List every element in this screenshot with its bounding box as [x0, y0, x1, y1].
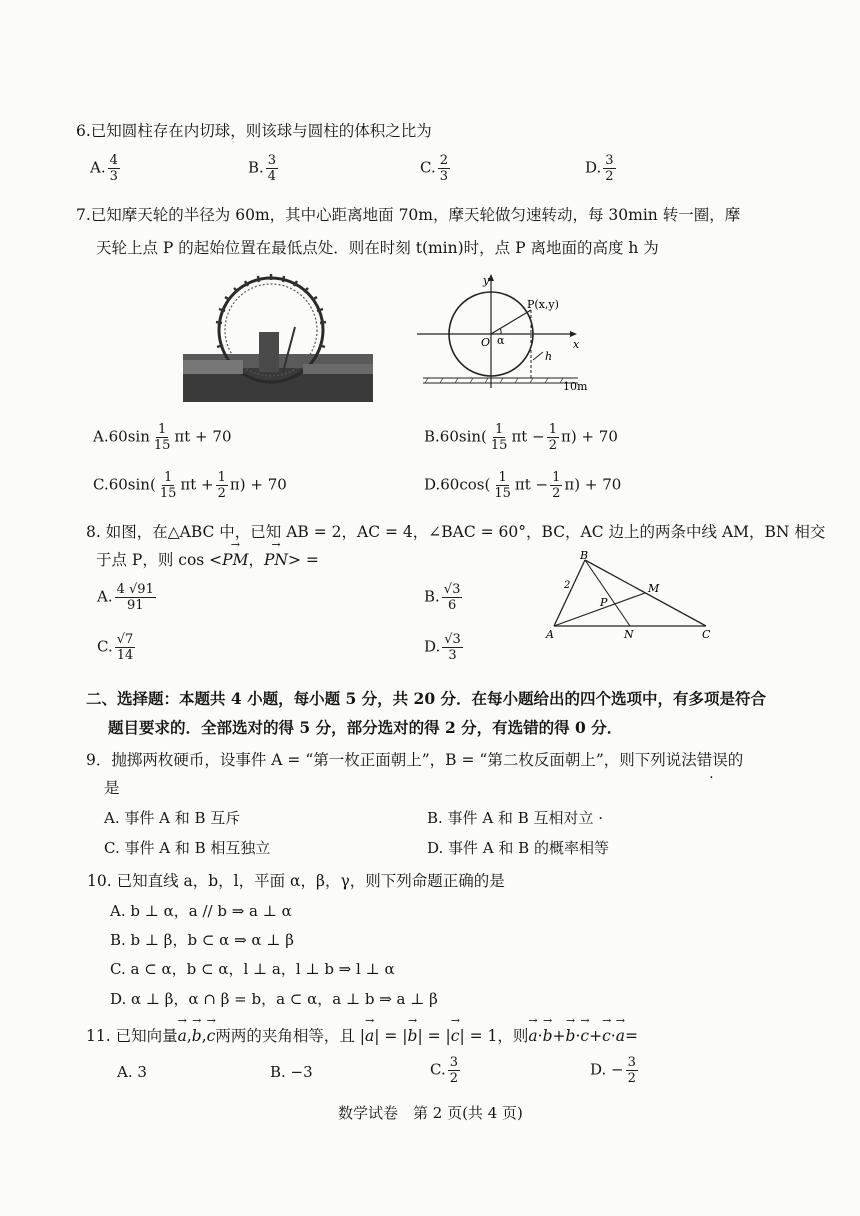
ferris-wheel-photo — [183, 272, 373, 402]
q6-stem: 6.已知圆柱存在内切球，则该球与圆柱的体积之比为 — [76, 122, 432, 140]
triangle-diagram — [540, 548, 720, 643]
q7-option-b: B.60sin( $\frac{1}{15}$ πt − $\frac{1}{2}$ π) + 70 — [424, 422, 618, 453]
q10-stem: 10. 已知直线 a，b，l，平面 α，β，γ，则下列命题正确的是 — [87, 872, 505, 890]
q7-option-c: C.60sin( $\frac{1}{15}$ πt + $\frac{1}{2}$ π) + 70 — [93, 470, 287, 501]
q6-option-b: B. $\frac{3}{4}$ — [248, 153, 277, 184]
q11-stem: 11. 已知向量→ a,→ b,→ c两两的夹角相等，且 |→ a| = |→ b| = |→ c| = 1，则→ a·→ b+→ b·→ c+→ c·→ a= — [86, 1024, 638, 1046]
q9-option-a: A. 事件 A 和 B 互斥 — [104, 809, 241, 827]
vertex-b-label: B — [580, 549, 589, 562]
q8-option-b: B. $\frac{√3}{6}$ — [424, 582, 461, 613]
q8-option-d: D. $\frac{√3}{3}$ — [424, 632, 461, 663]
point-p-label: P(x,y) — [527, 298, 559, 311]
point-n-label: N — [624, 628, 634, 641]
vertex-a-label: A — [546, 628, 554, 641]
q9-option-d: D. 事件 A 和 B 的概率相等 — [427, 839, 609, 857]
q9-option-c: C. 事件 A 和 B 相互独立 — [104, 839, 271, 857]
side-ab-label: 2 — [564, 580, 571, 591]
q6-option-d: D. $\frac{3}{2}$ — [585, 153, 614, 184]
point-p-tri-label: P — [600, 596, 608, 609]
q7-stem-line1: 7.已知摩天轮的半径为 60m，其中心距离地面 70m，摩天轮做匀速转动，每 30min 转一圈，摩 — [76, 206, 741, 224]
q7-option-d: D.60cos( $\frac{1}{15}$ πt − $\frac{1}{2}$ π) + 70 — [424, 470, 622, 501]
q8-stem-line2: 于点 P，则 cos <→ PM，→ PN> = — [96, 548, 319, 570]
point-m-label: M — [648, 582, 660, 595]
h-label: h — [545, 350, 553, 363]
q8-option-a: A. $\frac{4 √91}{91}$ — [97, 582, 154, 613]
q6-option-a: A. $\frac{4}{3}$ — [90, 153, 118, 184]
ground-label: 10m — [563, 380, 588, 393]
origin-label: O — [481, 336, 491, 349]
q9-option-b: B. 事件 A 和 B 互相对立 · — [427, 809, 604, 827]
q8-stem-line1: 8. 如图，在△ABC 中，已知 AB = 2，AC = 4，∠BAC = 60°，BC，AC 边上的两条中线 AM，BN 相交 — [86, 523, 826, 541]
q6-option-c: C. $\frac{2}{3}$ — [420, 153, 448, 184]
q10-option-c: C. a ⊂ α，b ⊂ α，l ⊥ a，l ⊥ b ⇒ l ⊥ α — [110, 960, 395, 978]
q11-option-c: C. $\frac{3}{2}$ — [430, 1055, 458, 1086]
q7-stem-line2: 天轮上点 P 的起始位置在最低点处．则在时刻 t(min)时，点 P 离地面的高度 h 为 — [96, 239, 659, 257]
vector-pn: → PN — [264, 551, 288, 569]
section2-heading-line1: 二、选择题：本题共 4 小题，每小题 5 分，共 20 分．在每小题给出的四个选项中，有多项是符合 — [86, 689, 767, 708]
q10-option-a: A. b ⊥ α，a // b ⇒ a ⊥ α — [110, 902, 292, 920]
q8-option-c: C. $\frac{√7}{14}$ — [97, 632, 134, 663]
q11-option-d: D. − $\frac{3}{2}$ — [590, 1055, 636, 1086]
y-axis-label: y — [483, 274, 490, 287]
wheel-coordinate-diagram — [413, 270, 593, 395]
q10-option-d: D. α ⊥ β，α ∩ β = b，a ⊂ α，a ⊥ b ⇒ a ⊥ β — [110, 990, 438, 1008]
q10-option-b: B. b ⊥ β，b ⊂ α ⇒ α ⊥ β — [110, 931, 294, 949]
q9-emphasis: 错误 — [696, 751, 728, 769]
q9-stem-line2: 是 — [104, 779, 120, 797]
alpha-label: α — [497, 334, 505, 347]
x-axis-label: x — [573, 338, 580, 351]
section2-heading-line2: 题目要求的．全部选对的得 5 分，部分选对的得 2 分，有选错的得 0 分． — [108, 718, 623, 737]
q9-stem-line1: 9．抛掷两枚硬币，设事件 A = “第一枚正面朝上”，B = “第二枚反面朝上”，则下列说法错误的 — [86, 748, 743, 770]
vertex-c-label: C — [702, 628, 711, 641]
q11-option-b: B. −3 — [270, 1063, 313, 1081]
page-footer: 数学试卷 第 2 页(共 4 页) — [338, 1104, 523, 1122]
q7-option-a: A.60sin $\frac{1}{15}$ πt + 70 — [93, 422, 232, 453]
q11-option-a: A. 3 — [117, 1063, 147, 1081]
vector-pm: → PM — [222, 551, 248, 569]
